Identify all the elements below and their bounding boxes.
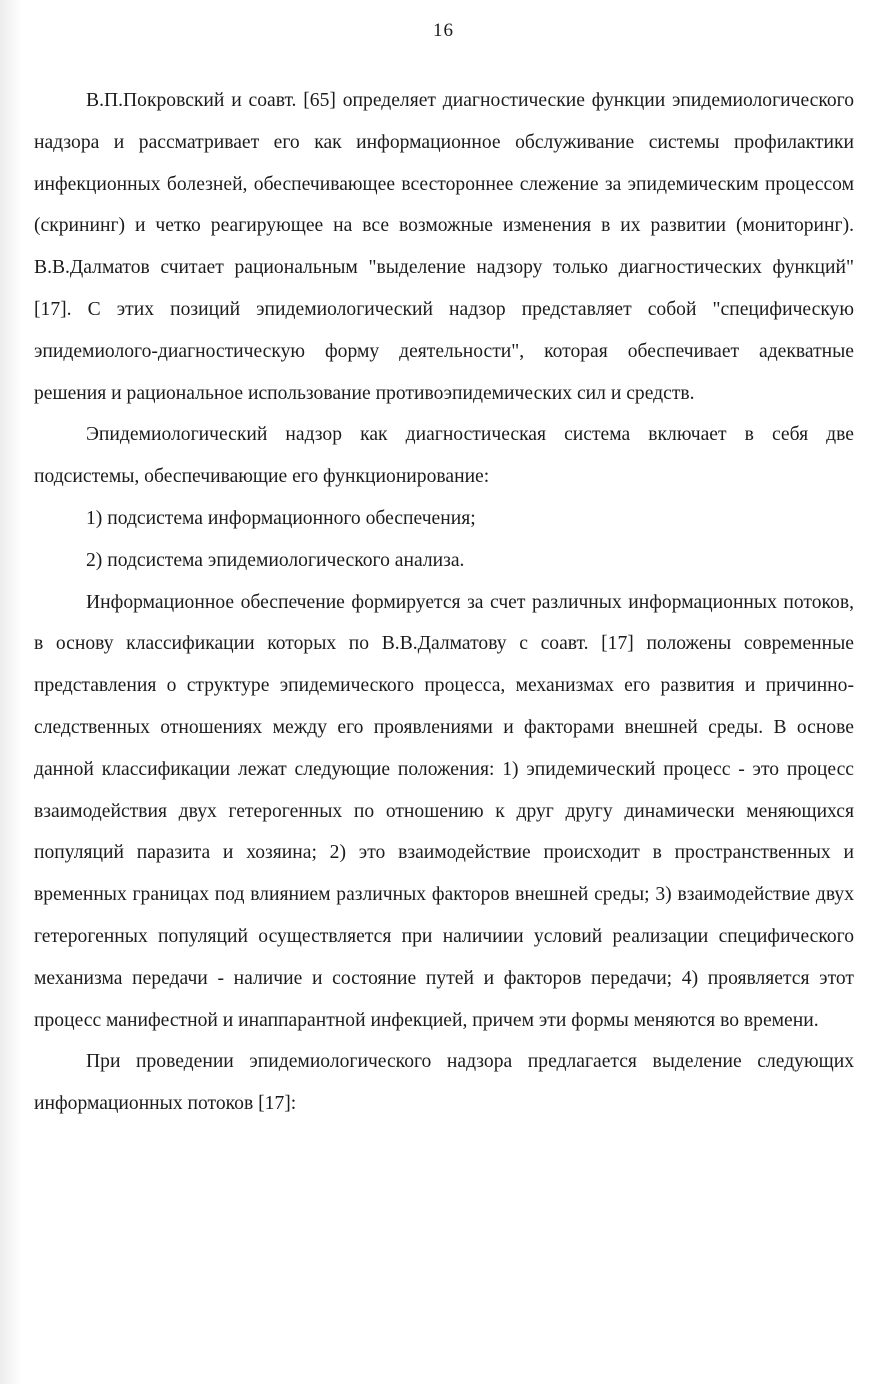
list-item-information-subsystem: 1) подсистема информационного обеспечения; — [86, 507, 476, 529]
paragraph-diagnostic-functions: В.П.Покровский и соавт. [65] определяет диагностические функции эпидемиологического надзора и рассматривает его как информационное обслуживание системы профилактики инфекционных болезней, обеспечивающее всестороннее слежение за эпидемическим процессом (скрининг) и четко реагирующее на все возможные изменения в их развитии (мониторинг). В.В.Далматов считает рациональным "выделение надзору только диагностических функций" [17]. С этих позиций эпидемиологический надзор представляет собой "специфическую эпидемиолого-диагностическую форму деятельности", которая обеспечивает адекватные решения и рациональное использование противоэпидемических сил и средств. — [34, 90, 854, 404]
paragraph-information-flows: Информационное обеспечение формируется за счет различных информационных потоков, в основу классификации которых по В.В.Далматову с соавт. [17] положены современные представления о структуре эпидемического процесса, механизмах его развития и причинно-следственных отношениях между его проявлениями и факторами внешней среды. В основе данной классификации лежат следующие положения: 1) эпидемический процесс - это процесс взаимодействия двух гетерогенных по отношению к друг другу динамически меняющихся популяций паразита и хозяина; 2) это взаимодействие происходит в пространственных и временных границах под влиянием различных факторов внешней среды; 3) взаимодействие двух гетерогенных популяций осуществляется при наличиии условий реализации специфического механизма передачи - наличие и состояние путей и факторов передачи; 4) проявляется этот процесс манифестной и инаппарантной инфекцией, причем эти формы меняются во времени. — [34, 591, 854, 1031]
paragraph-subsystems-intro: Эпидемиологический надзор как диагностическая система включает в себя две подсистемы, обеспечивающие его функционирование: — [34, 424, 854, 488]
scan-edge-shadow — [0, 0, 22, 1384]
paragraph-flows-proposal: При проведении эпидемиологического надзора предлагается выделение следующих информационных потоков [17]: — [34, 1051, 854, 1115]
body-text — [34, 80, 854, 1125]
list-item-analysis-subsystem: 2) подсистема эпидемиологического анализа. — [86, 549, 465, 571]
page-number: 16 — [433, 20, 454, 41]
